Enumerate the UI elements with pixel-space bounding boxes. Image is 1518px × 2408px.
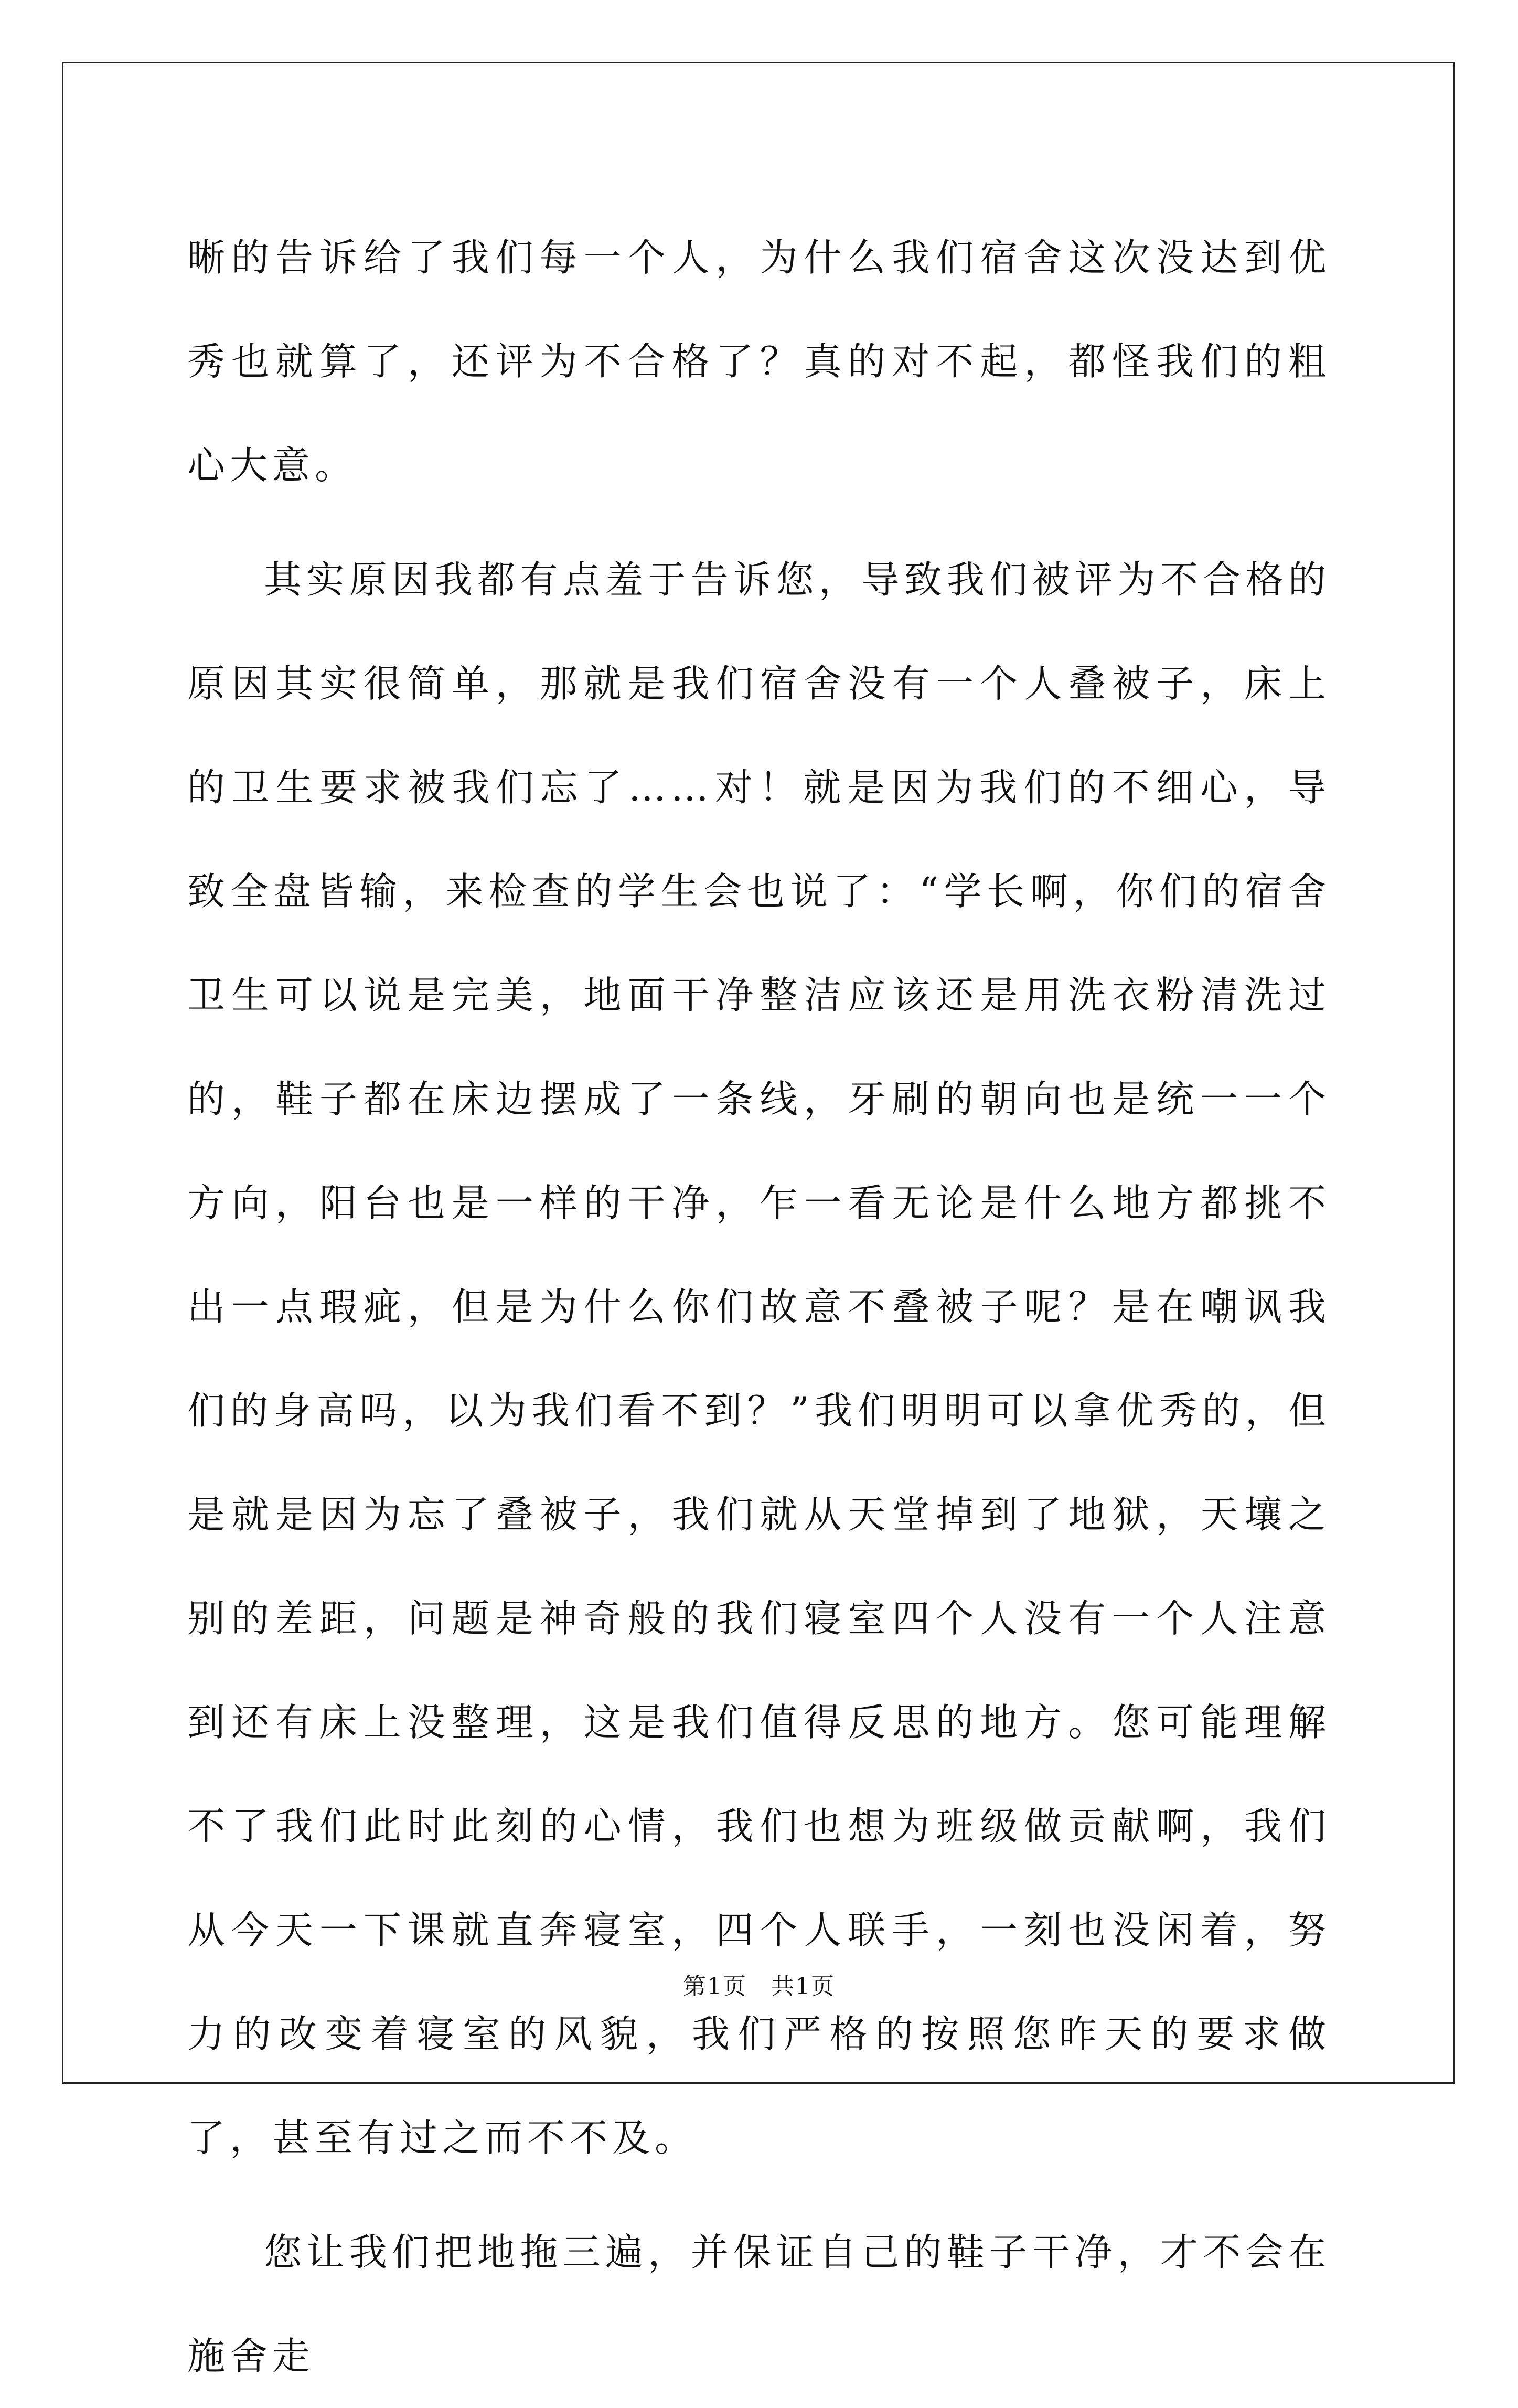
paragraph-1: 晰的告诉给了我们每一个人，为什么我们宿舍这次没达到优秀也就算了，还评为不合格了？真的对不起，都怪我们的粗心大意。 [187, 236, 1331, 487]
paragraph-2: 其实原因我都有点羞于告诉您，导致我们被评为不合格的原因其实很简单，那就是我们宿舍没有一个人叠被子，床上的卫生要求被我们忘了……对！就是因为我们的不细心，导致全盘皆输，来检查的学生会也说了：“学长啊，你们的宿舍卫生可以说是完美，地面干净整洁应该还是用洗衣粉清洗过的，鞋子都在床边摆成了一条线，牙刷的朝向也是统一一个方向，阳台也是一样的干净，乍一看无论是什么地方都挑不出一点瑕疵，但是为什么你们故意不叠被子呢？是在嘲讽我们的身高吗，以为我们看不到？”我们明明可以拿优秀的，但是就是因为忘了叠被子，我们就从天堂掉到了地狱，天壤之别的差距，问题是神奇般的我们寝室四个人没有一个人注意到还有床上没整理，这是我们值得反思的地方。您可能理解不了我们此时此刻的心情，我们也想为班级做贡献啊，我们从今天一下课就直奔寝室，四个人联手，一刻也没闲着，努力的改变着寝室的风貌，我们严格的按照您昨天的要求做了，甚至有过之而不不及。 [187, 558, 1331, 2160]
paragraph-3: 您让我们把地拖三遍，并保证自己的鞋子干净，才不会在施舍走 [187, 2230, 1331, 2378]
document-body [187, 206, 1331, 2408]
page-footer: 第1页 共1页 [683, 1973, 835, 2000]
